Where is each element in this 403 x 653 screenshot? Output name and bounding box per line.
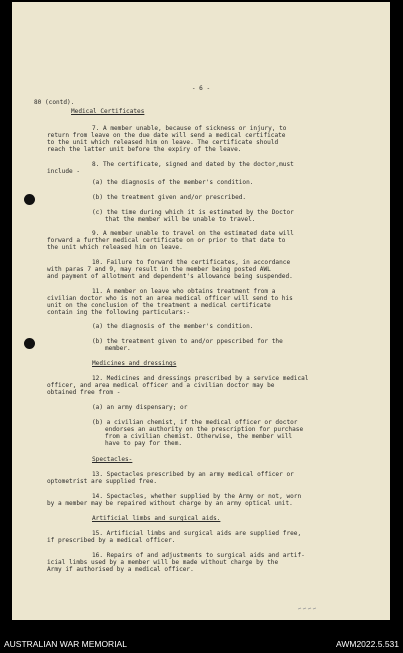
para-10: with paras 7 and 9, may result in the member being posted AWL bbox=[47, 266, 271, 273]
para-11-item: (a) the diagnosis of the member's condition. bbox=[92, 323, 254, 330]
para-7: 7. A member unable, because of sickness or injury, to bbox=[92, 125, 287, 132]
heading-artificial-limbs: Artificial limbs and surgical aids. bbox=[92, 515, 221, 522]
footer-institution: AUSTRALIAN WAR MEMORIAL bbox=[4, 639, 127, 649]
para-14: 14. Spectacles, whether supplied by the Army or not, worn bbox=[92, 493, 302, 500]
para-12-item: from a civilian chemist. Otherwise, the member will bbox=[105, 433, 293, 440]
para-8-item: that the member will be unable to travel. bbox=[105, 216, 256, 223]
para-12: 12. Medicines and dressings prescribed by a service medical bbox=[92, 375, 309, 382]
para-12: obtained free from - bbox=[47, 389, 121, 396]
para-11: contain ing the following particulars:- bbox=[47, 309, 191, 316]
para-7: reach the latter unit before the expiry of the leave. bbox=[47, 146, 242, 153]
para-12-item: (a) an army dispensary; or bbox=[92, 404, 188, 411]
para-15: if prescribed by a medical officer. bbox=[47, 537, 176, 544]
para-8: include - bbox=[47, 168, 81, 175]
para-12: officer, and area medical officer and a civilian doctor may be bbox=[47, 382, 275, 389]
para-16: 16. Repairs of and adjustments to surgical aids and artif- bbox=[92, 552, 305, 559]
para-12-item: endorses an authority on the prescription for purchase bbox=[105, 426, 304, 433]
para-12-item: (b) a civilian chemist, if the medical officer or doctor bbox=[92, 419, 298, 426]
para-7: return from leave on the due date will send a medical certificate bbox=[47, 132, 286, 139]
para-16: Army if authorised by a medical officer. bbox=[47, 566, 194, 573]
page-number: - 6 - bbox=[191, 85, 211, 92]
footer-accession-number: AWM2022.5.531 bbox=[336, 639, 399, 649]
heading-spectacles: Spectacles- bbox=[92, 456, 133, 463]
para-11-item: member. bbox=[105, 345, 131, 352]
para-7: to the unit which released him on leave. The certificate should bbox=[47, 139, 279, 146]
para-11: 11. A member on leave who obtains treatment from a bbox=[92, 288, 276, 295]
para-10: and payment of allotment and dependent's allowance being suspended. bbox=[47, 273, 293, 280]
para-16: icial limbs used by a member will be made without charge by the bbox=[47, 559, 279, 566]
para-9: 9. A member unable to travel on the estimated date will bbox=[92, 230, 294, 237]
punch-hole bbox=[24, 194, 35, 205]
para-12-item: have to pay for them. bbox=[105, 440, 183, 447]
document-page bbox=[12, 2, 390, 620]
para-9: the unit which released him on leave. bbox=[47, 244, 183, 251]
para-11: civilian doctor who is not an area medical officer will send to his bbox=[47, 295, 293, 302]
para-15: 15. Artificial limbs and surgical aids are supplied free, bbox=[92, 530, 302, 537]
punch-hole bbox=[24, 338, 35, 349]
para-8: 8. The certificate, signed and dated by the doctor,must bbox=[92, 161, 294, 168]
heading-medical-certificates: Medical Certificates bbox=[71, 108, 145, 115]
para-11-item: (b) the treatment given to and/or ppescribed for the bbox=[92, 338, 283, 345]
para-14: by a member may be repaired without charge by an army optical unit. bbox=[47, 500, 293, 507]
section-continuation: 80 (contd). bbox=[34, 99, 75, 106]
para-10: 10. Failure to forward the certificates, in accordance bbox=[92, 259, 291, 266]
para-8-item: (b) the treatment given and/or prescribed. bbox=[92, 194, 247, 201]
para-8-item: (c) the time during which it is estimated by the Doctor bbox=[92, 209, 294, 216]
faint-stamp-mark bbox=[298, 606, 316, 614]
para-13: optometrist are supplied free. bbox=[47, 478, 158, 485]
para-13: 13. Spectacles prescribed by an army medical officer or bbox=[92, 471, 294, 478]
footer-bar bbox=[0, 622, 403, 653]
para-9: forward a further medical certificate on or prior to that date to bbox=[47, 237, 286, 244]
para-8-item: (a) the diagnosis of the member's condition. bbox=[92, 179, 254, 186]
heading-medicines: Medicines and dressings bbox=[92, 360, 177, 367]
para-11: unit on the conclusion of the treatment a medical certificate bbox=[47, 302, 271, 309]
